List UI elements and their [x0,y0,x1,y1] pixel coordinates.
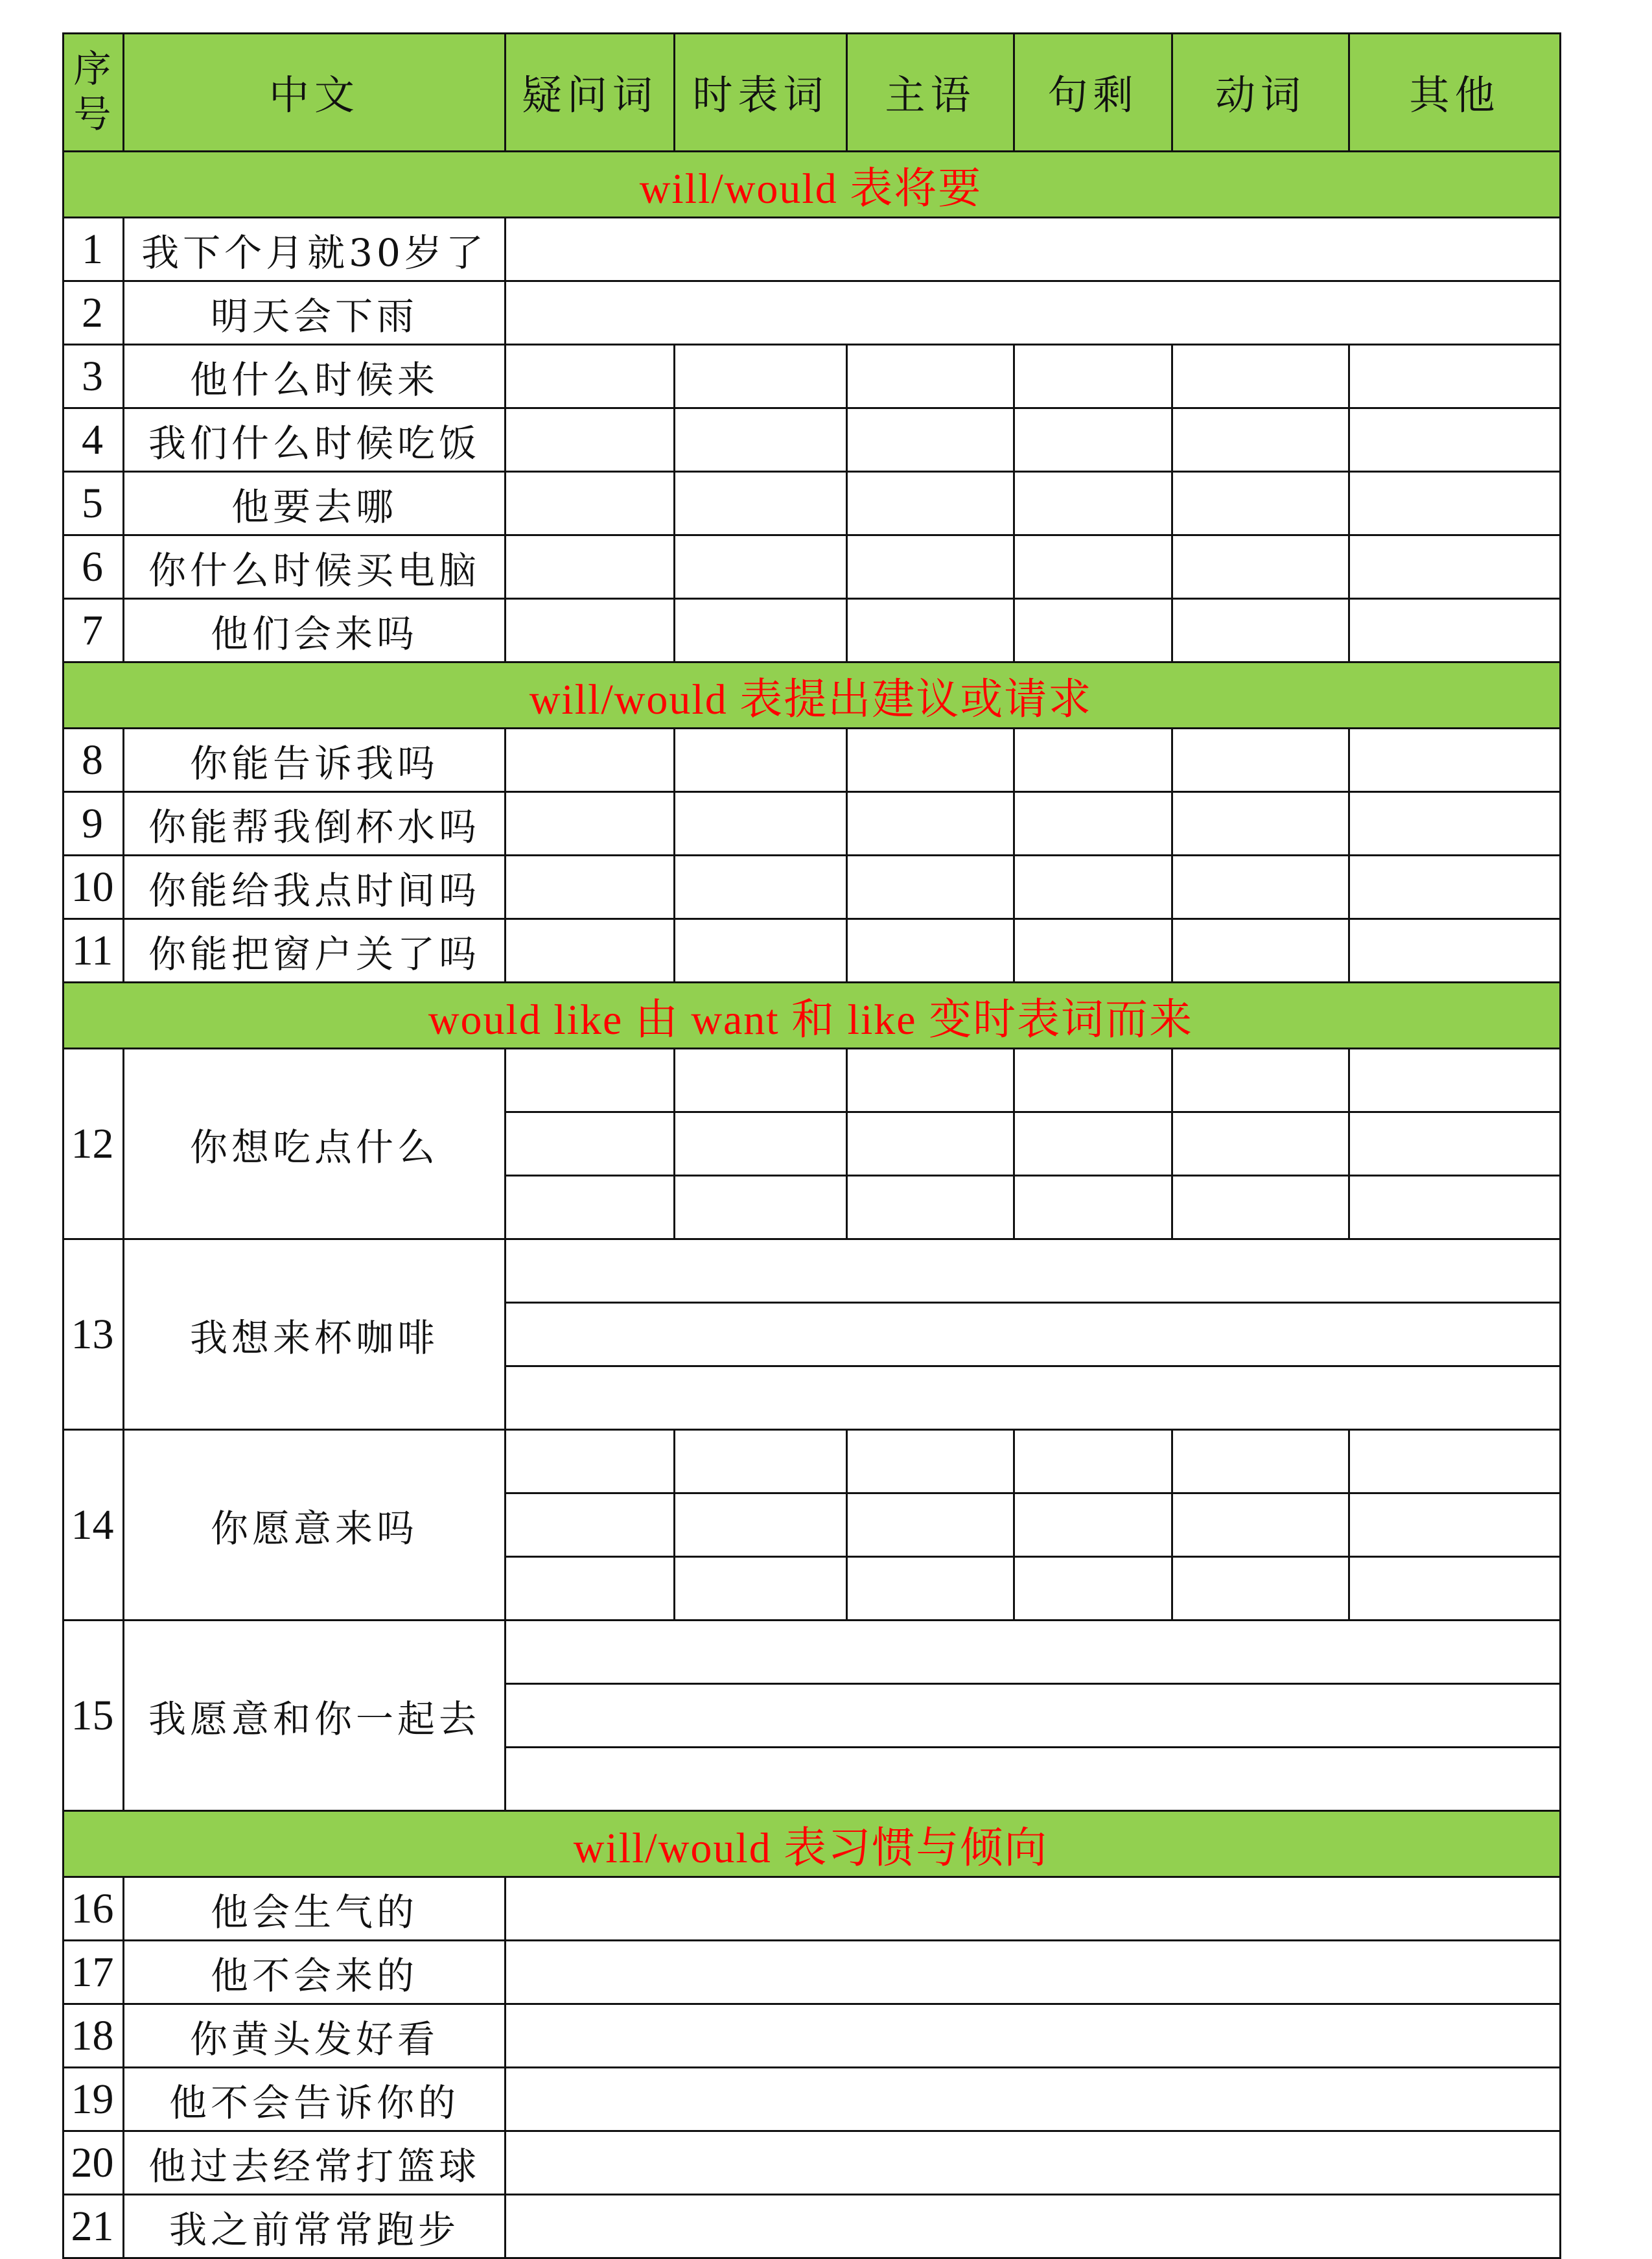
answer-question-word[interactable] [506,1049,675,1113]
answer-question-word[interactable] [506,920,675,983]
answer-question-word[interactable] [506,793,675,856]
answer-subject[interactable] [848,409,1015,473]
answer-time-word[interactable] [675,345,848,409]
answer-time-word[interactable] [675,1113,848,1176]
answer-field[interactable] [506,1685,1561,1748]
answer-time-word[interactable] [675,920,848,983]
answer-remainder[interactable] [1015,409,1173,473]
row-number: 8 [62,729,124,793]
answer-other[interactable] [1350,345,1561,409]
answer-other[interactable] [1350,856,1561,920]
row-number: 19 [62,2068,124,2132]
row-chinese-sentence: 我下个月就30岁了 [124,218,506,282]
row-number: 3 [62,345,124,409]
answer-verb[interactable] [1173,856,1350,920]
row-number: 2 [62,282,124,345]
answer-other[interactable] [1350,729,1561,793]
header-seq-char: 序 [73,47,111,91]
answer-field[interactable] [506,2195,1561,2259]
answer-verb[interactable] [1173,600,1350,663]
answer-other[interactable] [1350,409,1561,473]
row-chinese-sentence: 他什么时候来 [124,345,506,409]
answer-other[interactable] [1350,1049,1561,1113]
answer-verb[interactable] [1173,1431,1350,1494]
row-number: 13 [62,1240,124,1431]
answer-subject[interactable] [848,856,1015,920]
answer-subject[interactable] [848,1176,1015,1240]
row-number: 14 [62,1431,124,1621]
row-number: 15 [62,1621,124,1812]
answer-subject[interactable] [848,345,1015,409]
answer-remainder[interactable] [1015,793,1173,856]
answer-subject[interactable] [848,1113,1015,1176]
answer-subject[interactable] [848,600,1015,663]
row-chinese-sentence: 我们什么时候吃饭 [124,409,506,473]
answer-time-word[interactable] [675,409,848,473]
row-chinese-sentence: 我之前常常跑步 [124,2195,506,2259]
section-title: will/would 表习惯与倾向 [62,1812,1561,1878]
answer-other[interactable] [1350,536,1561,600]
answer-field[interactable] [506,218,1561,282]
answer-field[interactable] [506,1941,1561,2005]
answer-other[interactable] [1350,1176,1561,1240]
answer-field[interactable] [506,1621,1561,1685]
answer-question-word[interactable] [506,1176,675,1240]
header-other: 其他 [1350,32,1561,152]
header-chinese: 中文 [124,32,506,152]
answer-other[interactable] [1350,473,1561,536]
answer-verb[interactable] [1173,473,1350,536]
answer-verb[interactable] [1173,409,1350,473]
answer-question-word[interactable] [506,1431,675,1494]
answer-remainder[interactable] [1015,1049,1173,1113]
answer-verb[interactable] [1173,1558,1350,1621]
answer-verb[interactable] [1173,345,1350,409]
answer-subject[interactable] [848,473,1015,536]
header-remainder: 句剩 [1015,32,1173,152]
row-chinese-sentence: 你能帮我倒杯水吗 [124,793,506,856]
answer-field[interactable] [506,2132,1561,2195]
answer-time-word[interactable] [675,729,848,793]
answer-field[interactable] [506,2068,1561,2132]
answer-verb[interactable] [1173,1176,1350,1240]
answer-other[interactable] [1350,1431,1561,1494]
answer-field[interactable] [506,1878,1561,1941]
row-number: 17 [62,1941,124,2005]
answer-remainder[interactable] [1015,729,1173,793]
answer-time-word[interactable] [675,600,848,663]
answer-subject[interactable] [848,793,1015,856]
answer-question-word[interactable] [506,1494,675,1558]
row-chinese-sentence: 明天会下雨 [124,282,506,345]
row-chinese-sentence: 你黄头发好看 [124,2005,506,2068]
row-chinese-sentence: 我想来杯咖啡 [124,1240,506,1431]
row-chinese-sentence: 他过去经常打篮球 [124,2132,506,2195]
answer-time-word[interactable] [675,1494,848,1558]
row-chinese-sentence: 他不会来的 [124,1941,506,2005]
row-number: 20 [62,2132,124,2195]
answer-field[interactable] [506,1367,1561,1431]
answer-subject[interactable] [848,1494,1015,1558]
answer-subject[interactable] [848,1049,1015,1113]
answer-question-word[interactable] [506,345,675,409]
answer-verb[interactable] [1173,793,1350,856]
answer-verb[interactable] [1173,729,1350,793]
answer-remainder[interactable] [1015,920,1173,983]
row-number: 16 [62,1878,124,1941]
row-chinese-sentence: 你想吃点什么 [124,1049,506,1240]
answer-subject[interactable] [848,729,1015,793]
row-chinese-sentence: 你什么时候买电脑 [124,536,506,600]
header-verb: 动词 [1173,32,1350,152]
row-number: 1 [62,218,124,282]
row-number: 10 [62,856,124,920]
answer-question-word[interactable] [506,536,675,600]
row-number: 12 [62,1049,124,1240]
answer-other[interactable] [1350,1558,1561,1621]
answer-remainder[interactable] [1015,536,1173,600]
row-chinese-sentence: 他要去哪 [124,473,506,536]
answer-question-word[interactable] [506,1558,675,1621]
row-chinese-sentence: 他会生气的 [124,1878,506,1941]
answer-subject[interactable] [848,536,1015,600]
answer-subject[interactable] [848,1558,1015,1621]
answer-other[interactable] [1350,1113,1561,1176]
row-number: 18 [62,2005,124,2068]
row-chinese-sentence: 我愿意和你一起去 [124,1621,506,1812]
answer-field[interactable] [506,1304,1561,1367]
answer-remainder[interactable] [1015,1431,1173,1494]
answer-subject[interactable] [848,1431,1015,1494]
row-number: 5 [62,473,124,536]
answer-remainder[interactable] [1015,1113,1173,1176]
answer-other[interactable] [1350,920,1561,983]
answer-verb[interactable] [1173,1494,1350,1558]
answer-time-word[interactable] [675,1049,848,1113]
answer-field[interactable] [506,2005,1561,2068]
answer-remainder[interactable] [1015,600,1173,663]
header-question-word: 疑问词 [506,32,675,152]
row-chinese-sentence: 你能给我点时间吗 [124,856,506,920]
answer-time-word[interactable] [675,856,848,920]
answer-question-word[interactable] [506,729,675,793]
answer-field[interactable] [506,282,1561,345]
row-chinese-sentence: 他不会告诉你的 [124,2068,506,2132]
header-time-word: 时表词 [675,32,848,152]
answer-time-word[interactable] [675,1558,848,1621]
answer-remainder[interactable] [1015,1494,1173,1558]
answer-remainder[interactable] [1015,1558,1173,1621]
answer-remainder[interactable] [1015,856,1173,920]
header-seq-number [62,32,124,152]
answer-verb[interactable] [1173,1113,1350,1176]
row-chinese-sentence: 他们会来吗 [124,600,506,663]
section-title: will/would 表将要 [62,152,1561,218]
answer-question-word[interactable] [506,856,675,920]
answer-other[interactable] [1350,793,1561,856]
answer-field[interactable] [506,1748,1561,1812]
answer-time-word[interactable] [675,793,848,856]
answer-subject[interactable] [848,920,1015,983]
row-number: 4 [62,409,124,473]
answer-remainder[interactable] [1015,345,1173,409]
row-chinese-sentence: 你能告诉我吗 [124,729,506,793]
section-title: will/would 表提出建议或请求 [62,663,1561,729]
answer-remainder[interactable] [1015,1176,1173,1240]
row-number: 6 [62,536,124,600]
answer-time-word[interactable] [675,1431,848,1494]
answer-other[interactable] [1350,600,1561,663]
answer-time-word[interactable] [675,473,848,536]
header-subject: 主语 [848,32,1015,152]
answer-verb[interactable] [1173,1049,1350,1113]
answer-field[interactable] [506,1240,1561,1304]
answer-question-word[interactable] [506,600,675,663]
row-number: 7 [62,600,124,663]
answer-question-word[interactable] [506,409,675,473]
row-number: 11 [62,920,124,983]
answer-time-word[interactable] [675,536,848,600]
row-chinese-sentence: 你能把窗户关了吗 [124,920,506,983]
answer-remainder[interactable] [1015,473,1173,536]
row-number: 9 [62,793,124,856]
row-number: 21 [62,2195,124,2259]
answer-verb[interactable] [1173,920,1350,983]
answer-question-word[interactable] [506,473,675,536]
answer-other[interactable] [1350,1494,1561,1558]
header-seq-char: 号 [73,92,111,136]
answer-verb[interactable] [1173,536,1350,600]
answer-time-word[interactable] [675,1176,848,1240]
answer-question-word[interactable] [506,1113,675,1176]
row-chinese-sentence: 你愿意来吗 [124,1431,506,1621]
section-title: would like 由 want 和 like 变时表词而来 [62,983,1561,1049]
